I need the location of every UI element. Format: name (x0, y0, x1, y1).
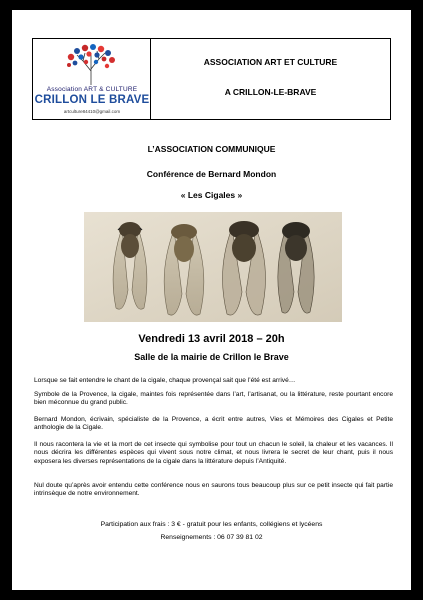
contact-info: Renseignements : 06 07 39 81 02 (160, 534, 263, 541)
cicadas-photo (84, 212, 342, 322)
conference-title: Conférence de Bernard Mondon (146, 169, 277, 179)
paragraph-4: Il nous racontera la vie et la mort de cet insecte qui symbolise pour tout un chacun le soleil, la chaleur et les vacances. Il nous décrira les différentes espèces qui vivent sous notre climat, et nous livrera le secret de leur chant, puis il nous exposera les diverses représentations de la cigale dans la littérature depuis l’Antiquité. (34, 441, 393, 465)
participation-info: Participation aux frais : 3 € - gratuit pour les enfants, collégiens et lycéens (100, 521, 323, 528)
association-location: A CRILLON-LE-BRAVE (224, 87, 317, 97)
paragraph-3: Bernard Mondon, écrivain, spécialiste de la Provence, a écrit entre autres, Vies et Mémoires des Cigales et Petite anthologie de la Cigale. (34, 416, 393, 432)
tree-logo-icon (61, 43, 121, 85)
paragraph-2: Symbole de la Provence, la cigale, maintes fois représentée dans l’art, l’artisanat, ou la littérature, reste pourtant encore bien méconnue du grand public. (34, 391, 393, 407)
logo-email: artculture84410@gmail.com (63, 109, 121, 114)
logo-line-2: CRILLON LE BRAVE (34, 94, 150, 106)
event-venue: Salle de la mairie de Crillon le Brave (134, 352, 289, 362)
header-title-cell (151, 39, 390, 119)
paragraph-1: Lorsque se fait entendre le chant de la cigale, chaque provençal sait que l’été est arrivé… (34, 377, 296, 384)
header-box (32, 38, 391, 120)
paragraph-5: Nul doute qu’après avoir entendu cette conférence nous en saurons tous beaucoup plus sur ce petit insecte qui fait partie intrinsèque de notre environnement. (34, 482, 393, 498)
communique-heading: L’ASSOCIATION COMMUNIQUE (147, 144, 276, 154)
logo (33, 39, 151, 119)
logo-line-1: Association ART & CULTURE (46, 86, 138, 93)
event-date: Vendredi 13 avril 2018 – 20h (138, 333, 285, 345)
conference-subject: « Les Cigales » (180, 190, 243, 200)
flyer-page (12, 10, 411, 590)
association-title: ASSOCIATION ART ET CULTURE (203, 57, 338, 67)
